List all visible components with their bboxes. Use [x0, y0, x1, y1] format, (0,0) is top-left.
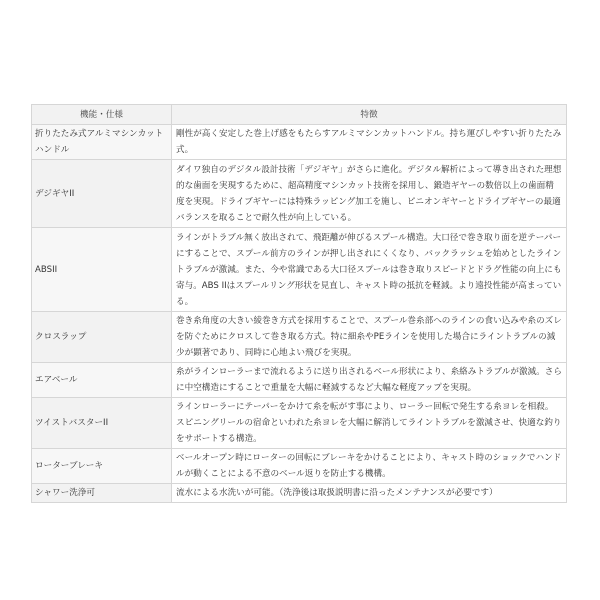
row-description: 剛性が高く安定した巻上げ感をもたらすアルミマシンカットハンドル。持ち運びしやすい折りたたみ式。 — [172, 125, 567, 160]
table-row — [32, 160, 567, 228]
table-body — [32, 125, 567, 503]
row-description: ラインがトラブル無く放出されて、飛距離が伸びるスプール構造。大口径で巻き取り面を逆テーパーにすることで、スプール前方のラインが押し出されにくくなり、バックラッシュを始めとしたライントラブルが激減。また、今や常識である大口径スプールは巻き取りスピードとドラグ性能の向上にも寄与。ABS IIはスプールリング形状を見直し、キャスト時の抵抗を軽減。より遠投性能が高まっている。 — [172, 228, 567, 312]
row-feature: エアベール — [32, 363, 172, 398]
header-row — [32, 105, 567, 125]
table-row — [32, 484, 567, 503]
table-row — [32, 449, 567, 484]
row-description: 糸がラインローラーまで流れるように送り出されるベール形状により、糸絡みトラブルが激減。さらに中空構造にすることで重量を大幅に軽減するなど大幅な軽度アップを実現。 — [172, 363, 567, 398]
row-description: 流水による水洗いが可能。（洗浄後は取扱説明書に沿ったメンテナンスが必要です） — [172, 484, 567, 503]
row-feature: ローターブレーキ — [32, 449, 172, 484]
row-feature: ツイストバスターII — [32, 398, 172, 449]
row-description: 巻き糸角度の大きい綾巻き方式を採用することで、スプール巻糸部へのラインの食い込みや糸のズレを防ぐためにクロスして巻き取る方式。特に細糸やPEラインを使用した場合にライントラブルの減少が顕著であり、同時に心地よい飛びを実現。 — [172, 312, 567, 363]
spec-table — [31, 104, 567, 503]
table-row — [32, 363, 567, 398]
row-feature: ABSII — [32, 228, 172, 312]
table-row — [32, 228, 567, 312]
row-feature: デジギヤII — [32, 160, 172, 228]
row-feature: シャワー洗浄可 — [32, 484, 172, 503]
header-feature: 機能・仕様 — [32, 105, 172, 125]
row-description: ラインローラーにテーパーをかけて糸を転がす事により、ローラー回転で発生する糸ヨレを相殺。スピニングリールの宿命といわれた糸ヨレを大幅に解消してライントラブルを激減させ、快適な釣りをサポートする構造。 — [172, 398, 567, 449]
row-description: ダイワ独自のデジタル設計技術「デジギヤ」がさらに進化。デジタル解析によって導き出された理想的な歯面を実現するために、超高精度マシンカット技術を採用し、鍛造ギヤーの数倍以上の歯面精度を実現。ドライブギヤーには特殊ラッピング加工を施し、ピニオンギヤーとドライブギヤーの最適バランスを取ることで耐久性が向上している。 — [172, 160, 567, 228]
table-row — [32, 398, 567, 449]
row-feature: 折りたたみ式アルミマシンカットハンドル — [32, 125, 172, 160]
table-header — [32, 105, 567, 125]
row-feature: クロスラップ — [32, 312, 172, 363]
row-description: ベールオープン時にローターの回転にブレーキをかけることにより、キャスト時のショックでハンドルが動くことによる不意のベール返りを防止する機構。 — [172, 449, 567, 484]
table-row — [32, 312, 567, 363]
table-row — [32, 125, 567, 160]
header-description: 特徴 — [172, 105, 567, 125]
